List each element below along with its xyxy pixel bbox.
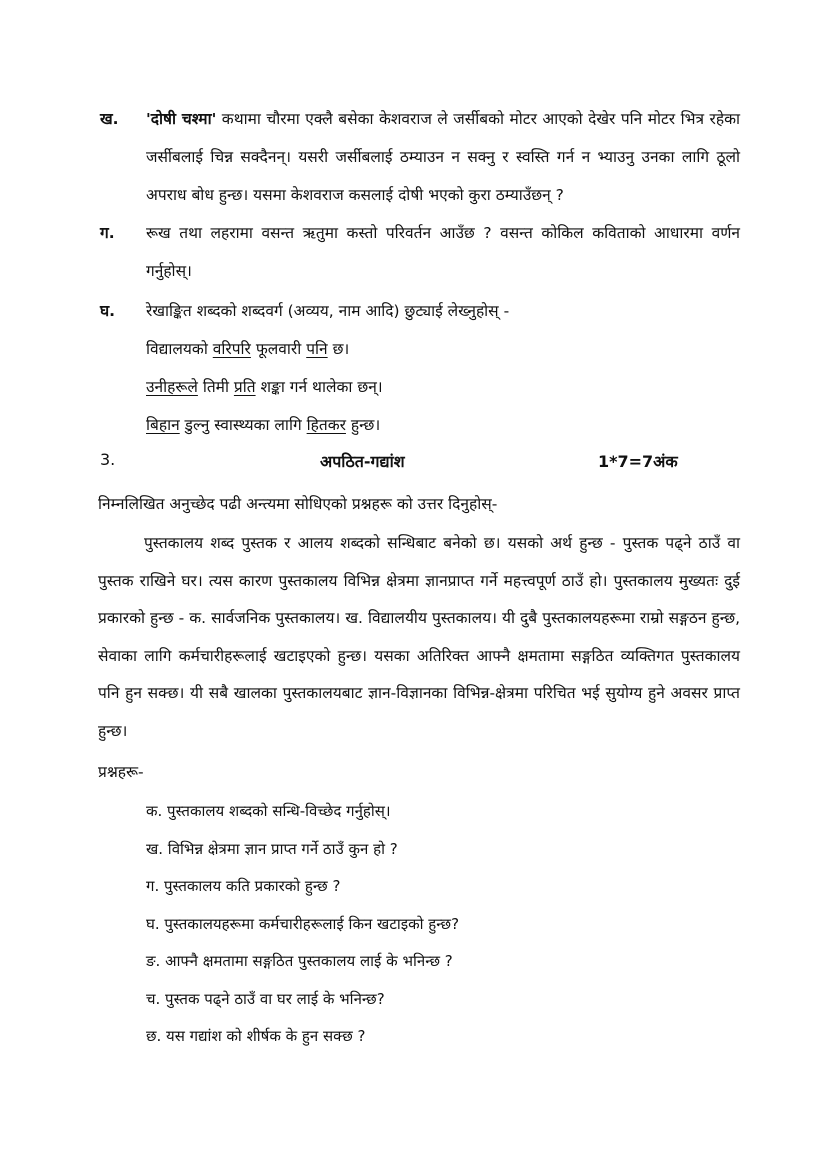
section-marks: 1*7=7अंक — [598, 452, 678, 471]
question-text — [146, 292, 740, 444]
instruction-text: निम्नलिखित अनुच्छेद पढी अन्त्यमा सोधिएको प्रश्नहरू को उत्तर दिनुहोस्- — [98, 495, 498, 513]
questions-list — [146, 793, 746, 1056]
example-sentence-1: विद्यालयको वरिपरि फूलवारी पनि छ। — [146, 340, 350, 358]
list-item: ग. पुस्तकालय कति प्रकारको हुन्छ ? — [146, 877, 341, 895]
passage-paragraph: पुस्तकालय शब्द पुस्तक र आलय शब्दको सन्धिबाट बनेको छ। यसको अर्थ हुन्छ - पुस्तक पढ्ने ठाउँ वा पुस्तक राखिने घर। त्यस कारण पुस्तकालय विभिन्न क्षेत्रमा ज्ञानप्राप्त गर्ने महत्त्वपूर्ण ठाउँ हो। पुस्तकालय मुख्यतः दुई प्रकारको हुन्छ - क. सार्वजनिक पुस्तकालय। ख. विद्यालयीय पुस्तकालय। यी दुबै पुस्तकालयहरूमा राम्रो सङ्गठन हुन्छ, सेवाका लागि कर्मचारीहरूलाई खटाइएको हुन्छ। यसका अतिरिक्त आफ्नै क्षमतामा सङ्गठित व्यक्तिगत पुस्तकालय पनि हुन सक्छ। यी सबै खालका पुस्तकालयबाट ज्ञान-विज्ञानका विभिन्न-क्षेत्रमा परिचित भई सुयोग्य हुने अवसर प्राप्त हुन्छ। — [98, 534, 740, 740]
question-ga — [100, 214, 740, 290]
questions-label: प्रश्नहरू- — [98, 763, 144, 781]
underlined-word: हितकर — [306, 416, 346, 434]
list-item: घ. पुस्तकालयहरूमा कर्मचारीहरूलाई किन खटाइको हुन्छ? — [146, 914, 460, 933]
example-sentence-2: उनीहरूले तिमी प्रति शङ्का गर्न थालेका छन्। — [146, 378, 383, 396]
question-text: 'दोषी चश्मा' कथामा चौरमा एक्लै बसेका केशवराज ले जर्सीबको मोटर आएको देखेर पनि मोटर भित्र रहेका जर्सीबलाई चिन्न सक्दैनन्। यसरी जर्सीबलाई ठम्याउन न सक्नु र स्वस्ति गर्न न भ्याउनु उनका लागि ठूलो अपराध बोध हुन्छ। यसमा केशवराज कसलाई दोषी भएको कुरा ठम्याउँछन् ? — [146, 110, 740, 204]
underlined-word: पनि — [306, 340, 328, 358]
story-title: 'दोषी चश्मा' — [146, 110, 217, 128]
question-number: ग. — [100, 224, 115, 242]
question-text: रूख तथा लहरामा वसन्त ऋतुमा कस्तो परिवर्तन आउँछ ? वसन्त कोकिल कविताको आधारमा वर्णन गर्नुहोस्। — [146, 224, 740, 280]
section-title: अपठित-गद्यांश — [320, 452, 405, 471]
question-number: ख. — [100, 110, 119, 128]
list-item: ङ. आफ्नै क्षमतामा सङ्गठित पुस्तकालय लाई के भनिन्छ ? — [146, 952, 453, 970]
section-header — [100, 450, 740, 480]
list-item: छ. यस गद्यांश को शीर्षक के हुन सक्छ ? — [146, 1027, 366, 1045]
question-intro: रेखाङ्कित शब्दको शब्दवर्ग (अव्यय, नाम आदि) छुट्याई लेख्नुहोस् - — [146, 302, 510, 320]
question-kha — [100, 100, 740, 214]
list-item: क. पुस्तकालय शब्दको सन्धि-विच्छेद गर्नुहोस्। — [146, 802, 391, 820]
underlined-word: वरिपरि — [212, 340, 251, 358]
underlined-word: प्रति — [233, 378, 256, 396]
underlined-word: बिहान — [146, 416, 180, 434]
example-sentence-3: बिहान डुल्नु स्वास्थ्यका लागि हितकर हुन्छ। — [146, 416, 381, 434]
question-gha — [100, 292, 740, 444]
underlined-word: उनीहरूले — [146, 378, 198, 396]
list-item: च. पुस्तक पढ्ने ठाउँ वा घर लाई के भनिन्छ? — [146, 989, 385, 1008]
section-number: 3. — [100, 450, 116, 469]
question-number: घ. — [100, 302, 116, 320]
list-item: ख. विभिन्न क्षेत्रमा ज्ञान प्राप्त गर्ने ठाउँ कुन हो ? — [146, 839, 398, 858]
